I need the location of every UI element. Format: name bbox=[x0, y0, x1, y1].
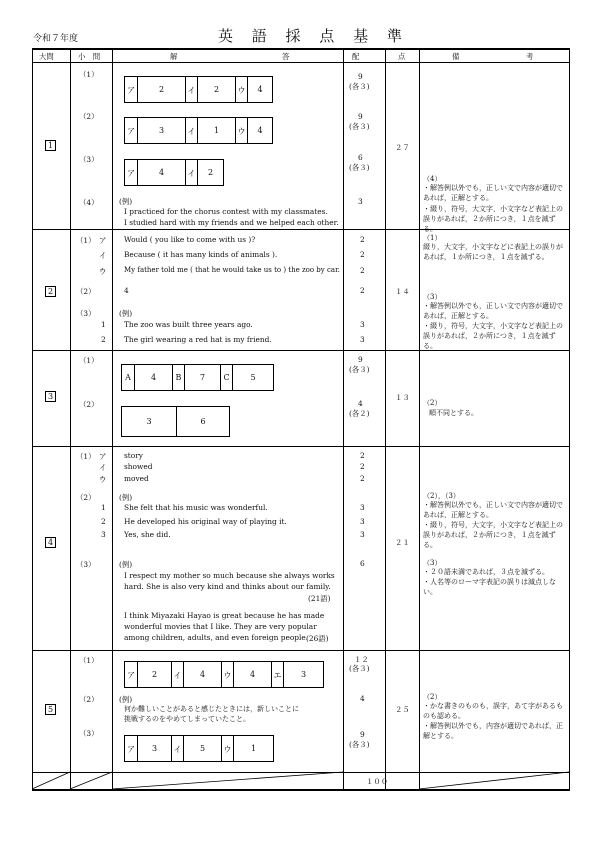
sub-question: （2） bbox=[79, 112, 99, 121]
model-answer: I studied hard with my friends and we helped each other. bbox=[124, 218, 339, 227]
choice-label: ウ bbox=[99, 267, 107, 276]
sub-question: （2） bbox=[76, 493, 96, 502]
choice-label: イ bbox=[187, 127, 196, 136]
choice-label: イ bbox=[187, 169, 196, 178]
section-total: ２１ bbox=[395, 538, 410, 547]
points: 3 bbox=[360, 530, 365, 539]
answer-value: 4 bbox=[257, 126, 263, 135]
answer-value: 2 bbox=[213, 85, 220, 94]
choice-label: ウ bbox=[223, 671, 232, 680]
sub-question: （1） bbox=[79, 656, 99, 665]
points: 2 bbox=[360, 286, 365, 295]
remarks-note: ・解答例以外でも，正しい文で内容が適切であれば，正解とする。 bbox=[423, 501, 563, 519]
points: 2 bbox=[360, 462, 365, 471]
points: 3 bbox=[360, 517, 365, 526]
model-answer: 4 bbox=[124, 286, 129, 295]
item-number: 1 bbox=[101, 320, 106, 329]
answer-value: 6 bbox=[200, 417, 206, 426]
choice-label: ア bbox=[99, 452, 107, 461]
item-number: 2 bbox=[101, 335, 106, 344]
col-header-big: 大問 bbox=[39, 52, 54, 61]
remarks-heading: （2） bbox=[423, 399, 442, 407]
sub-question: （2） bbox=[79, 400, 99, 409]
model-answer: She felt that his music was wonderful. bbox=[124, 503, 268, 512]
choice-label: A bbox=[125, 373, 131, 382]
example-label: (例) bbox=[119, 695, 133, 704]
word-count: (21語) bbox=[308, 594, 331, 603]
col-header-remarks-1: 備 bbox=[452, 52, 460, 61]
col-header-small: 小 問 bbox=[78, 52, 101, 61]
points: 6 bbox=[358, 153, 363, 162]
points: 9 bbox=[358, 355, 363, 364]
remarks-heading: （2），（3） bbox=[423, 492, 460, 500]
remarks-note: ・２０語未満であれば，３点を減ずる。 bbox=[423, 568, 549, 576]
remarks-heading: （2） bbox=[423, 693, 442, 701]
word-count: (26語) bbox=[306, 634, 329, 643]
sub-question: （3） bbox=[79, 729, 99, 738]
col-header-answer-1: 解 bbox=[170, 52, 178, 61]
item-number: 1 bbox=[101, 503, 106, 512]
remarks-heading: （3） bbox=[423, 293, 442, 301]
sub-question: （1） bbox=[79, 70, 99, 79]
choice-label: B bbox=[175, 373, 182, 382]
remarks-heading: （1） bbox=[423, 234, 442, 242]
section-total: １３ bbox=[395, 393, 410, 402]
model-answer: He developed his original way of playing it. bbox=[124, 517, 287, 526]
answer-value: 2 bbox=[151, 670, 158, 679]
model-answer: hard. She is also very kind and thinks about our family. bbox=[124, 582, 331, 591]
col-header-points-2: 点 bbox=[398, 52, 406, 61]
answer-value: 1 bbox=[250, 744, 257, 753]
section-number: 5 bbox=[45, 704, 56, 715]
model-answer: Yes, she did. bbox=[124, 530, 171, 539]
sub-question: （2） bbox=[76, 287, 96, 296]
example-label: (例) bbox=[119, 493, 133, 502]
choice-label: ア bbox=[127, 169, 135, 178]
answer-value: 1 bbox=[213, 126, 220, 135]
points: 4 bbox=[358, 399, 363, 408]
remarks-heading: （4） bbox=[423, 175, 442, 183]
points: 3 bbox=[360, 335, 365, 344]
points: 6 bbox=[360, 559, 365, 568]
remarks-note: ・綴り，符号，大文字，小文字など表記上の誤りがあれば，２か所につき，１点を減ずる。 bbox=[423, 521, 563, 549]
model-answer: The girl wearing a red hat is my friend. bbox=[124, 335, 272, 344]
points-each: (各３) bbox=[349, 664, 370, 673]
model-answer: I think Miyazaki Hayao is great because he has made bbox=[124, 611, 325, 620]
answer-value: 3 bbox=[146, 417, 152, 426]
model-answer: My father told me ( that he would take us to ) the zoo by car. bbox=[124, 266, 340, 274]
choice-label: ア bbox=[127, 127, 135, 136]
remarks-note: ・綴り，符号，大文字，小文字など表記上の誤りがあれば，２か所につき，１点を減ずる。 bbox=[423, 322, 563, 350]
points-each: (各３) bbox=[349, 82, 370, 91]
answer-value: 4 bbox=[249, 670, 256, 679]
points: １２ bbox=[354, 655, 369, 664]
example-label: (例) bbox=[119, 309, 133, 318]
points: 2 bbox=[360, 474, 365, 483]
answer-value: 5 bbox=[199, 744, 206, 753]
answer-box bbox=[124, 661, 324, 688]
section-number: 1 bbox=[45, 140, 56, 151]
remarks-note: ・解答例以外でも，内容が適切であれば，正解とする。 bbox=[423, 722, 563, 740]
col-header-points-1: 配 bbox=[352, 52, 360, 61]
points: 4 bbox=[360, 694, 365, 703]
points: 3 bbox=[358, 197, 363, 206]
section-total: １４ bbox=[395, 287, 410, 296]
remarks-note: ・綴り，符号，大文字，小文字など表記上の誤りがあれば，２か所につき，１点を減ずる。 bbox=[423, 205, 563, 233]
points: 2 bbox=[360, 250, 365, 259]
remarks-note: ・人名等のローマ字表記の誤りは減点しない。 bbox=[423, 578, 556, 596]
answer-box bbox=[124, 735, 274, 762]
choice-label: イ bbox=[173, 671, 182, 680]
page-title: 英 語 採 点 基 準 bbox=[218, 27, 409, 45]
answer-value: 4 bbox=[199, 670, 206, 679]
answer-box bbox=[124, 76, 273, 103]
sub-question: （4） bbox=[79, 198, 99, 207]
choice-label: C bbox=[223, 373, 230, 382]
section-number: 2 bbox=[45, 286, 56, 297]
col-header-remarks-2: 考 bbox=[526, 52, 534, 61]
points-each: (各３) bbox=[349, 365, 370, 374]
model-answer: 何か難しいことがあると感じたときには，新しいことに bbox=[124, 705, 299, 713]
section-number: 3 bbox=[45, 391, 56, 402]
remarks-note: 綴り，大文字，小文字などに表記上の誤りがあれば，１か所につき，１点を減ずる。 bbox=[423, 243, 563, 261]
remarks-note: ・解答例以外でも，正しい文で内容が適切であれば，正解とする。 bbox=[423, 184, 563, 202]
model-answer: I respect my mother so much because she always works bbox=[124, 571, 335, 580]
points-each: (各３) bbox=[349, 122, 370, 131]
model-answer: wonderful movies that I like. They are very popular bbox=[124, 622, 317, 631]
item-number: 2 bbox=[101, 517, 106, 526]
choice-label: ウ bbox=[237, 86, 246, 95]
choice-label: ア bbox=[99, 236, 107, 245]
section-number: 4 bbox=[45, 537, 56, 548]
example-label: (例) bbox=[119, 197, 133, 206]
model-answer: Because ( it has many kinds of animals ). bbox=[124, 250, 278, 259]
choice-label: イ bbox=[99, 251, 107, 260]
choice-label: エ bbox=[273, 671, 282, 680]
answer-box bbox=[121, 364, 274, 391]
answer-value: 3 bbox=[151, 744, 158, 753]
choice-label: ウ bbox=[237, 127, 246, 136]
points: 2 bbox=[360, 266, 365, 275]
points: 2 bbox=[360, 235, 365, 244]
points: 9 bbox=[358, 72, 363, 81]
answer-value: 4 bbox=[158, 168, 165, 177]
model-answer: showed bbox=[124, 462, 153, 471]
answer-value: 4 bbox=[150, 373, 157, 382]
answer-box bbox=[121, 406, 230, 437]
model-answer: 挑戦するのをやめてしまっていたこと。 bbox=[124, 715, 250, 723]
remarks-note: ・解答例以外でも，正しい文で内容が適切であれば，正解とする。 bbox=[423, 302, 563, 320]
example-label: (例) bbox=[119, 560, 133, 569]
model-answer: I practiced for the chorus contest with my classmates. bbox=[124, 207, 328, 216]
points-each: (各２) bbox=[349, 409, 370, 418]
remarks-heading: （3） bbox=[423, 559, 442, 567]
sub-question: （3） bbox=[76, 560, 96, 569]
sub-question: （3） bbox=[76, 309, 96, 318]
sub-question: （3） bbox=[79, 155, 99, 164]
model-answer: The zoo was built three years ago. bbox=[124, 320, 253, 329]
remarks-note: ・かな書きのものも，誤字，あて字があるものも認める。 bbox=[423, 702, 563, 720]
grand-total: １００ bbox=[366, 777, 389, 786]
answer-box bbox=[124, 117, 273, 144]
answer-value: 7 bbox=[199, 373, 206, 382]
choice-label: イ bbox=[99, 463, 107, 472]
answer-value: 3 bbox=[300, 670, 307, 679]
points: 2 bbox=[360, 451, 365, 460]
school-year: 令和７年度 bbox=[33, 34, 79, 44]
remarks-note: 順不同とする。 bbox=[429, 409, 478, 417]
model-answer: among children, adults, and even foreign people. bbox=[124, 633, 309, 642]
model-answer: story bbox=[124, 451, 143, 460]
choice-label: ウ bbox=[99, 475, 107, 484]
sub-question: （1） bbox=[76, 236, 96, 245]
sub-question: （2） bbox=[79, 695, 99, 704]
section-total: ２７ bbox=[395, 143, 410, 152]
choice-label: ア bbox=[127, 671, 135, 680]
points: 3 bbox=[360, 320, 365, 329]
points: 9 bbox=[360, 730, 365, 739]
answer-box bbox=[124, 159, 224, 186]
col-header-answer-2: 答 bbox=[282, 52, 290, 61]
sub-question: （1） bbox=[76, 452, 96, 461]
sub-question: （1） bbox=[79, 356, 99, 365]
choice-label: イ bbox=[187, 86, 196, 95]
choice-label: ア bbox=[127, 86, 135, 95]
answer-value: 2 bbox=[207, 168, 214, 177]
choice-label: イ bbox=[173, 745, 182, 754]
points-each: (各３) bbox=[349, 740, 370, 749]
answer-value: 5 bbox=[250, 373, 256, 382]
section-total: ２５ bbox=[395, 705, 410, 714]
points: 9 bbox=[358, 112, 363, 121]
choice-label: ウ bbox=[223, 745, 232, 754]
item-number: 3 bbox=[101, 530, 106, 539]
answer-value: 3 bbox=[158, 126, 165, 135]
choice-label: ア bbox=[127, 745, 135, 754]
answer-value: 2 bbox=[158, 85, 165, 94]
model-answer: Would ( you like to come with us )? bbox=[124, 235, 256, 244]
points: 3 bbox=[360, 503, 365, 512]
model-answer: moved bbox=[124, 474, 149, 483]
answer-value: 4 bbox=[257, 85, 263, 94]
points-each: (各３) bbox=[349, 163, 370, 172]
